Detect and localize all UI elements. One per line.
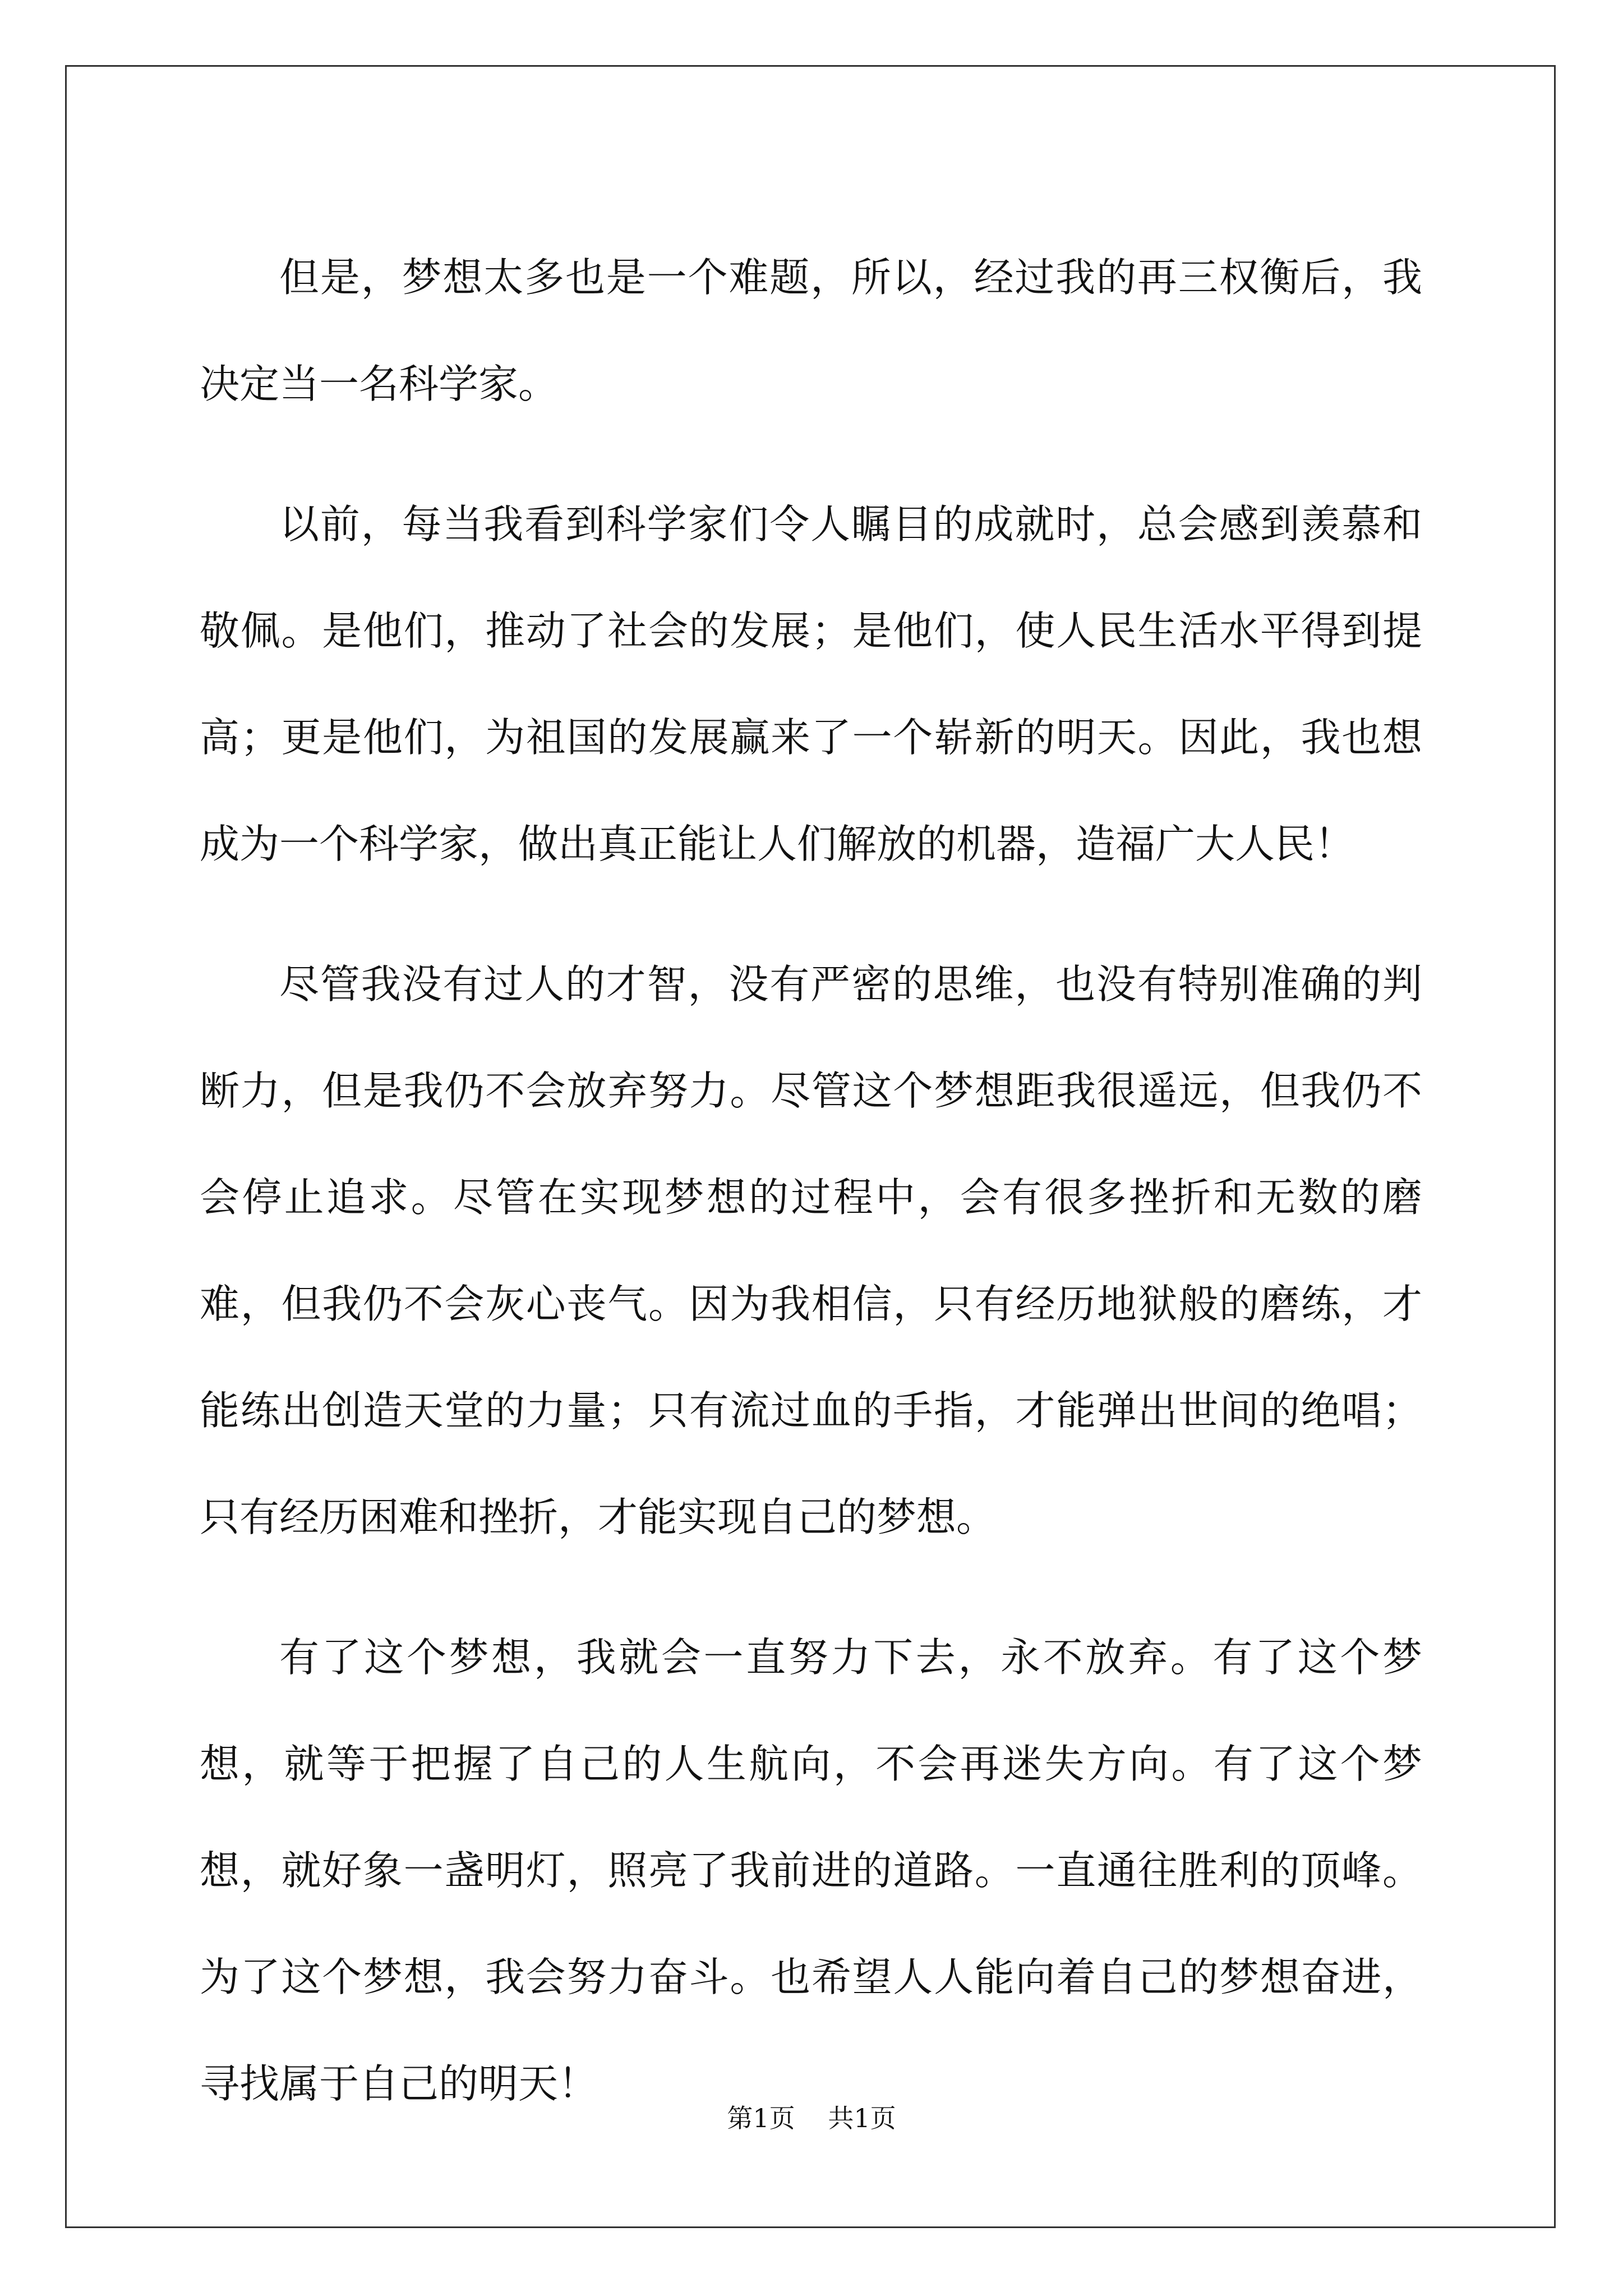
paragraph-2: 以前，每当我看到科学家们令人瞩目的成就时，总会感到羡慕和敬佩。是他们，推动了社会的发展；是他们，使人民生活水平得到提高；更是他们，为祖国的发展赢来了一个崭新的明天。因此，我也想成为一个科学家，做出真正能让人们解放的机器，造福广大人民！ bbox=[200, 501, 1422, 867]
paragraph-3: 尽管我没有过人的才智，没有严密的思维，也没有特别准确的判断力，但是我仍不会放弃努力。尽管这个梦想距我很遥远，但我仍不会停止追求。尽管在实现梦想的过程中，会有很多挫折和无数的磨难，但我仍不会灰心丧气。因为我相信，只有经历地狱般的磨练，才能练出创造天堂的力量；只有流过血的手指，才能弹出世间的绝唱；只有经历困难和挫折，才能实现自己的梦想。 bbox=[200, 961, 1422, 1540]
document-body bbox=[200, 224, 1422, 2171]
page-total: 共1页 bbox=[828, 2103, 896, 2133]
page-number: 第1页 bbox=[727, 2103, 795, 2133]
paragraph-1: 但是，梦想太多也是一个难题，所以，经过我的再三权衡后，我决定当一名科学家。 bbox=[200, 254, 1422, 407]
paragraph-4: 有了这个梦想，我就会一直努力下去，永不放弃。有了这个梦想，就等于把握了自己的人生航向，不会再迷失方向。有了这个梦想，就好象一盏明灯，照亮了我前进的道路。一直通往胜利的顶峰。为了这个梦想，我会努力奋斗。也希望人人能向着自己的梦想奋进，寻找属于自己的明天！ bbox=[200, 1634, 1422, 2107]
page-footer bbox=[0, 2098, 1623, 2135]
